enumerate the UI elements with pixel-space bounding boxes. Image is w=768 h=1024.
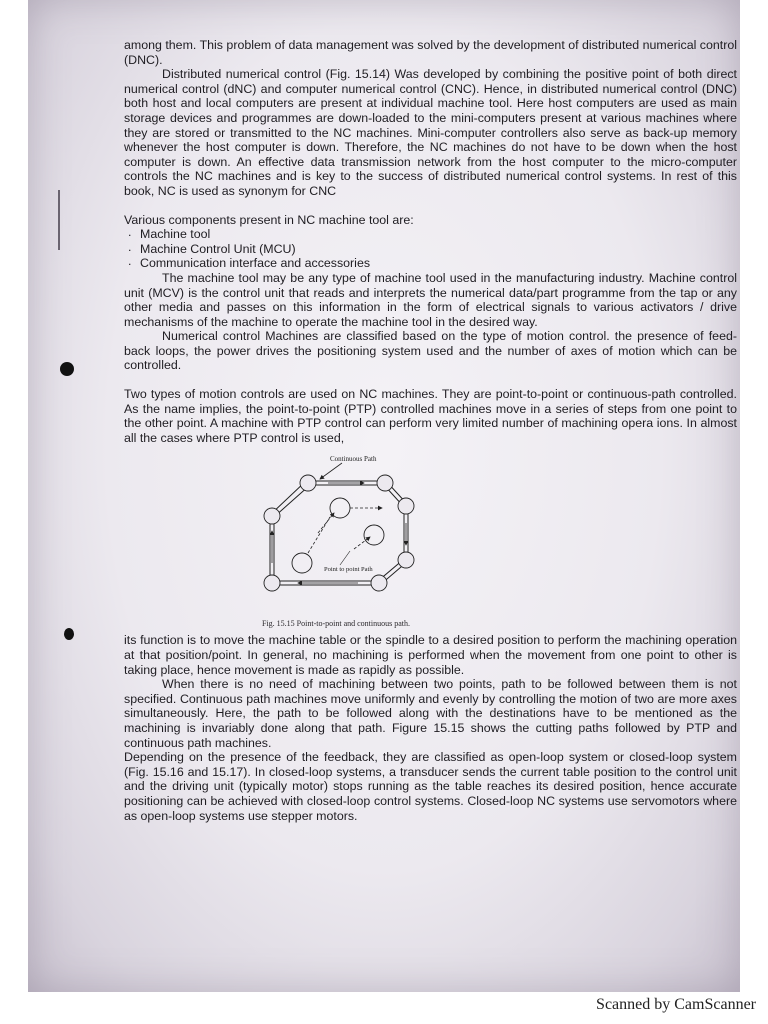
punch-hole-1 (60, 362, 74, 376)
scanned-page (28, 0, 740, 992)
paragraph-4: The machine tool may be any type of machine tool used in the manufacturing industry. Machine control unit (MCV) is the control unit that reads and interprets the numerical data/part programme from the tap or any other media and passes on this information in the form of electrical signals to various activators / drive mechanisms of the machine to operate the machine tool in the desired way. (124, 270, 737, 329)
figure-caption: Fig. 15.15 Point-to-point and continuous path. (262, 619, 410, 629)
margin-mark (58, 190, 60, 250)
component-list (124, 227, 737, 271)
path-diagram (258, 453, 438, 617)
list-item: . Communication interface and accessories (128, 256, 737, 271)
paragraph-3: Various components present in NC machine tool are: (124, 212, 414, 227)
paragraph-8: When there is no need of machining between two points, path to be followed between them is not specified. Continuous path machines move uniformly and evenly by controlling the motion of two are more axes simultaneously. Here, the path to be followed along with the destinations have to be mentioned as the machining is invariably done along that path. Figure 15.15 shows the cutting paths followed by PTP and continuous path machines. (124, 677, 737, 750)
paragraph-7: its function is to move the machine table or the spindle to a desired position to perform the machining operation at that position/point. In general, no machining is performed when the movement from one point to other is taking place, hence movement is made as rapidly as possible. (124, 633, 737, 677)
list-item: . Machine tool (128, 227, 737, 242)
paragraph-1: among them. This problem of data management was solved by the development of distributed numerical control (DNC). (124, 38, 737, 67)
paragraph-6: Two types of motion controls are used on NC machines. They are point-to-point or continuous-path controlled. As the name implies, the point-to-point (PTP) controlled machines move in a series of steps from one point to the other point. A machine with PTP control can perform very limited number of machining opera ions. In almost all the cases where PTP control is used, (124, 387, 737, 445)
paragraph-2: Distributed numerical control (Fig. 15.14) Was developed by combining the positive point of both direct numerical control (dNC) and computer numerical control (CNC). Hence, in distributed numerical control (DNC) both host and local computers are present at individual machine tool. Here host computers are used as main storage devices and programmes are down-loaded to the mini-computers present at various machines where they are stored or transmitted to the NC machines. Mini-computer controllers also serve as back-up memory whenever the host computer is down. Therefore, the NC machines do not have to be down when the host computer is down. An effective data transmission network from the host computer to the micro-computer controls the NC machines and is key to the success of distributed numerical control systems. In rest of this book, NC is used as synonym for CNC (124, 67, 737, 198)
page-content (124, 38, 737, 823)
figure-15-15 (124, 453, 737, 631)
label-ptp-path: Point to point Path (324, 566, 373, 574)
scanner-watermark: Scanned by CamScanner (596, 996, 756, 1013)
punch-hole-2 (64, 628, 74, 640)
paragraph-9: Depending on the presence of the feedback, they are classified as open-loop system or closed-loop system (Fig. 15.16 and 15.17). In closed-loop systems, a transducer sends the current table position to the control unit and the driving unit (typically motor) stops running as the table reaches its desired position, hence accurate positioning can be achieved with closed-loop control systems. Closed-loop NC systems use servomotors where as open-loop systems use stepper motors. (124, 750, 737, 823)
paragraph-5: Numerical control Machines are classified based on the type of motion control. the presence of feed-back loops, the power drives the positioning system used and the number of axes of motion which can be controlled. (124, 329, 737, 373)
label-continuous-path: Continuous Path (330, 455, 377, 464)
list-item: . Machine Control Unit (MCU) (128, 242, 737, 257)
